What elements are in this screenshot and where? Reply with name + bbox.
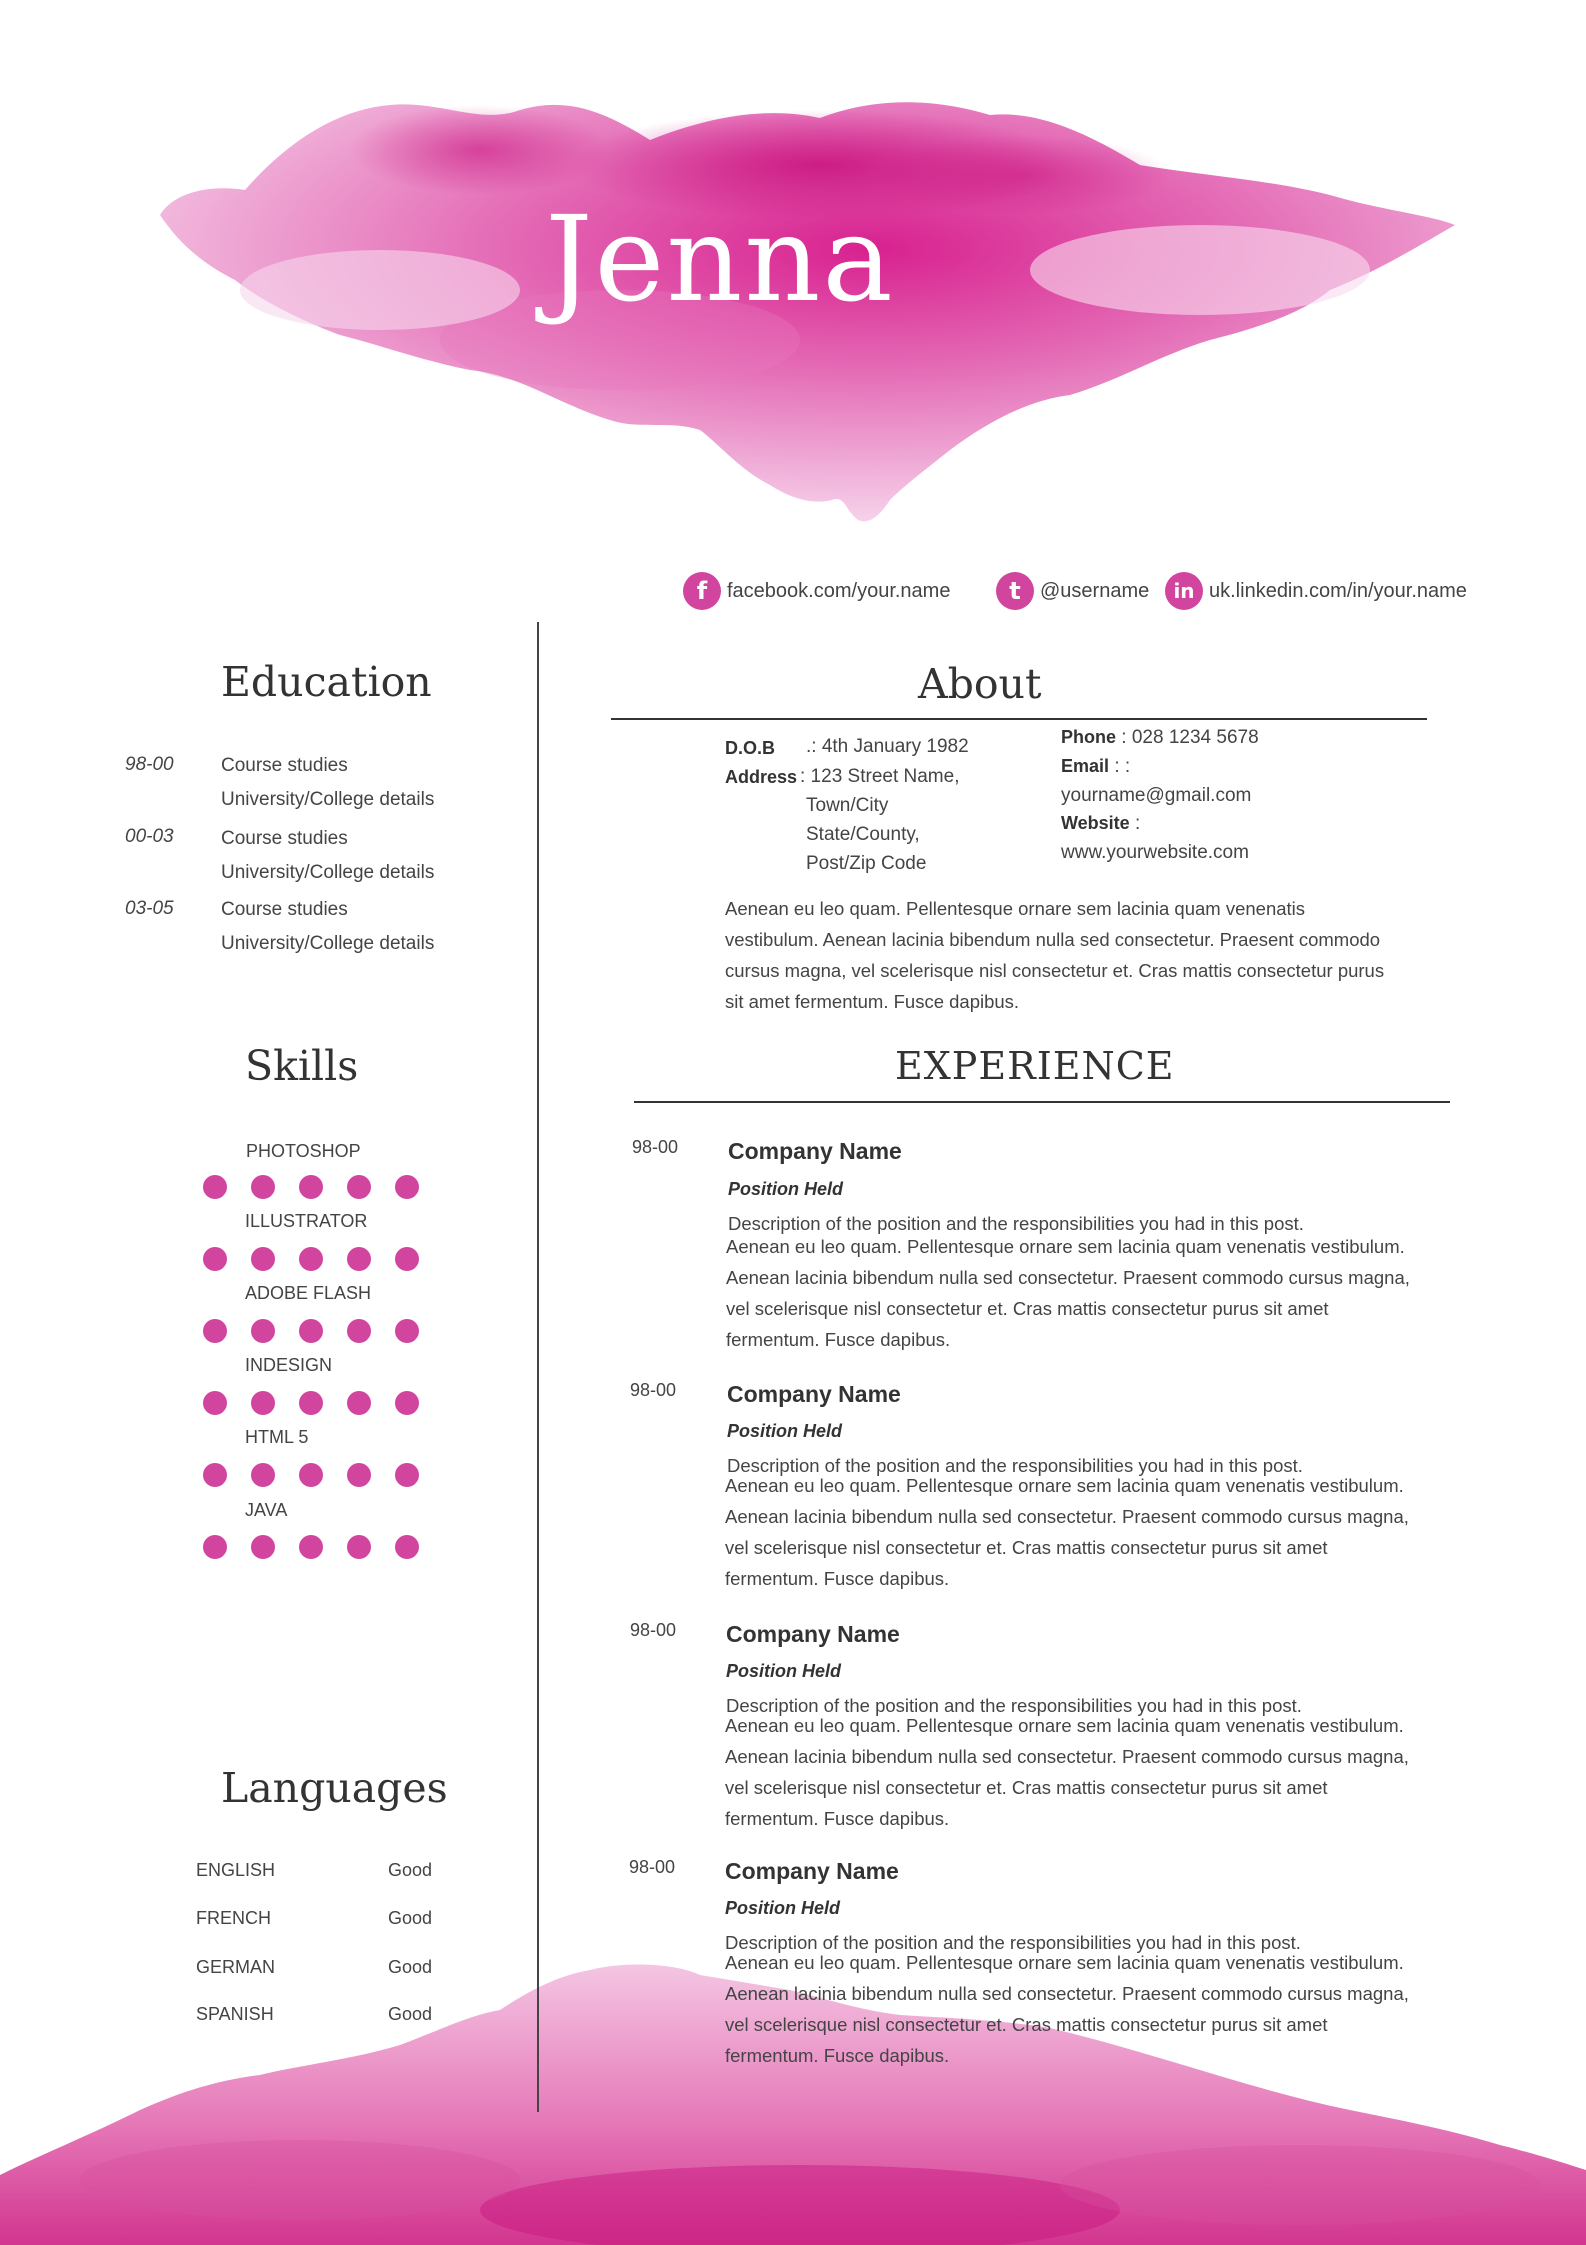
education-course: Course studies <box>221 755 348 776</box>
twitter-icon: t <box>996 572 1034 610</box>
experience-years: 98-00 <box>630 1380 677 1400</box>
experience-years: 98-00 <box>632 1137 679 1157</box>
about-line: vestibulum. Aenean lacinia bibendum nulla sed consectetur. Praesent commodo <box>725 929 1381 950</box>
language-level: Good <box>388 1860 433 1880</box>
email-value[interactable]: yourname@gmail.com <box>1061 785 1252 806</box>
rating-dot <box>299 1535 323 1559</box>
address-line: State/County, <box>806 824 920 845</box>
skill-rating <box>203 1175 419 1199</box>
skill-label: HTML 5 <box>245 1427 309 1447</box>
rating-dot <box>299 1391 323 1415</box>
rating-dot <box>347 1247 371 1271</box>
rating-dot <box>203 1319 227 1343</box>
rating-dot <box>203 1463 227 1487</box>
experience-line: vel scelerisque nisl consectetur et. Cras mattis consectetur purus sit amet <box>725 1777 1328 1798</box>
education-details: University/College details <box>221 862 435 883</box>
education-years: 98-00 <box>125 754 174 775</box>
skill-label: ILLUSTRATOR <box>245 1211 368 1231</box>
rating-dot <box>347 1535 371 1559</box>
social-facebook[interactable] <box>683 572 950 610</box>
experience-body <box>725 1470 1485 1594</box>
language-name: FRENCH <box>196 1908 271 1928</box>
phone-label: Phone <box>1061 727 1117 747</box>
rating-dot <box>203 1247 227 1271</box>
email-separator: : : <box>1114 756 1131 777</box>
phone-row <box>1061 727 1259 749</box>
company-name: Company Name <box>725 1858 899 1884</box>
experience-rule <box>634 1101 1450 1103</box>
rating-dot <box>395 1391 419 1415</box>
linkedin-link[interactable]: uk.linkedin.com/in/your.name <box>1209 579 1467 602</box>
rating-dot <box>251 1463 275 1487</box>
education-course: Course studies <box>221 828 348 849</box>
rating-dot <box>251 1175 275 1199</box>
experience-line: Aenean eu leo quam. Pellentesque ornare sem lacinia quam venenatis vestibulum. <box>726 1236 1405 1257</box>
email-label: Email <box>1061 756 1110 776</box>
rating-dot <box>299 1247 323 1271</box>
company-name: Company Name <box>727 1381 901 1407</box>
about-line: cursus magna, vel scelerisque nisl consectetur et. Cras mattis consectetur purus <box>725 960 1385 981</box>
dob-value: .: 4th January 1982 <box>806 736 969 757</box>
skill-rating <box>203 1319 419 1343</box>
experience-years: 98-00 <box>630 1620 677 1640</box>
experience-line: Aenean eu leo quam. Pellentesque ornare sem lacinia quam venenatis vestibulum. <box>725 1715 1404 1736</box>
language-name: ENGLISH <box>196 1860 276 1880</box>
company-name: Company Name <box>728 1138 902 1164</box>
position-held: Position Held <box>725 1898 841 1918</box>
experience-line: Aenean lacinia bibendum nulla sed consectetur. Praesent commodo cursus magna, <box>725 1746 1409 1767</box>
rating-dot <box>251 1391 275 1415</box>
experience-body <box>725 1710 1485 1834</box>
skill-rating <box>203 1391 419 1415</box>
rating-dot <box>203 1535 227 1559</box>
skill-rating <box>203 1463 419 1487</box>
experience-line: vel scelerisque nisl consectetur et. Cras mattis consectetur purus sit amet <box>725 1537 1328 1558</box>
language-level: Good <box>388 1908 433 1928</box>
website-separator: : <box>1134 813 1141 834</box>
skill-rating <box>203 1535 419 1559</box>
skill-label: ADOBE FLASH <box>245 1283 372 1303</box>
address-line: Town/City <box>806 795 889 816</box>
experience-line: fermentum. Fusce dapibus. <box>725 2045 950 2066</box>
rating-dot <box>395 1247 419 1271</box>
experience-line: Aenean lacinia bibendum nulla sed consectetur. Praesent commodo cursus magna, <box>726 1267 1410 1288</box>
language-level: Good <box>388 2004 433 2024</box>
experience-line: Aenean lacinia bibendum nulla sed consectetur. Praesent commodo cursus magna, <box>725 1506 1409 1527</box>
company-name: Company Name <box>726 1621 900 1647</box>
rating-dot <box>347 1463 371 1487</box>
twitter-link[interactable]: @username <box>1040 579 1150 602</box>
position-held: Position Held <box>727 1421 843 1441</box>
social-linkedin[interactable] <box>1165 572 1467 610</box>
skill-label: INDESIGN <box>245 1355 333 1375</box>
skills-heading: Skills <box>245 1042 359 1090</box>
language-name: GERMAN <box>196 1957 276 1977</box>
languages-heading: Languages <box>221 1764 448 1812</box>
position-description: Description of the position and the responsibilities you had in this post. <box>726 1695 1302 1716</box>
experience-line: Aenean eu leo quam. Pellentesque ornare sem lacinia quam venenatis vestibulum. <box>725 1952 1404 1973</box>
position-held: Position Held <box>726 1661 842 1681</box>
social-twitter[interactable] <box>996 572 1149 610</box>
rating-dot <box>299 1175 323 1199</box>
language-name: SPANISH <box>196 2004 274 2024</box>
position-description: Description of the position and the responsibilities you had in this post. <box>727 1455 1303 1476</box>
website-row <box>1061 813 1140 835</box>
linkedin-icon: in <box>1165 572 1203 610</box>
skill-label: PHOTOSHOP <box>246 1141 361 1161</box>
education-course: Course studies <box>221 899 348 920</box>
skill-rating <box>203 1247 419 1271</box>
website-value[interactable]: www.yourwebsite.com <box>1061 842 1249 863</box>
rating-dot <box>395 1319 419 1343</box>
about-rule <box>611 718 1427 720</box>
rating-dot <box>347 1175 371 1199</box>
experience-line: fermentum. Fusce dapibus. <box>725 1568 950 1589</box>
rating-dot <box>395 1535 419 1559</box>
experience-line: Aenean eu leo quam. Pellentesque ornare sem lacinia quam venenatis vestibulum. <box>725 1475 1404 1496</box>
rating-dot <box>251 1535 275 1559</box>
about-line: Aenean eu leo quam. Pellentesque ornare sem lacinia quam venenatis <box>725 898 1306 919</box>
experience-line: vel scelerisque nisl consectetur et. Cras mattis consectetur purus sit amet <box>725 2014 1328 2035</box>
experience-line: vel scelerisque nisl consectetur et. Cras mattis consectetur purus sit amet <box>726 1298 1329 1319</box>
address-label: Address <box>725 767 798 787</box>
rating-dot <box>251 1319 275 1343</box>
experience-line: Aenean lacinia bibendum nulla sed consectetur. Praesent commodo cursus magna, <box>725 1983 1409 2004</box>
language-level: Good <box>388 1957 433 1977</box>
rating-dot <box>251 1247 275 1271</box>
experience-years: 98-00 <box>629 1857 676 1877</box>
address-line: Post/Zip Code <box>806 853 927 874</box>
phone-value: : 028 1234 5678 <box>1121 727 1259 748</box>
resume-name: Jenna <box>545 190 895 328</box>
about-heading: About <box>918 660 1042 708</box>
rating-dot <box>299 1463 323 1487</box>
column-divider <box>537 622 539 2112</box>
position-description: Description of the position and the responsibilities you had in this post. <box>725 1932 1301 1953</box>
education-years: 00-03 <box>125 826 174 847</box>
experience-line: fermentum. Fusce dapibus. <box>725 1808 950 1829</box>
skill-label: JAVA <box>245 1500 288 1520</box>
facebook-link[interactable]: facebook.com/your.name <box>727 579 951 602</box>
rating-dot <box>347 1391 371 1415</box>
about-paragraph <box>725 893 1445 1017</box>
rating-dot <box>347 1319 371 1343</box>
experience-body <box>726 1231 1486 1355</box>
position-description: Description of the position and the responsibilities you had in this post. <box>728 1213 1304 1234</box>
experience-heading: EXPERIENCE <box>895 1044 1175 1088</box>
dob-label: D.O.B <box>725 738 776 758</box>
experience-body <box>725 1947 1485 2071</box>
rating-dot <box>395 1463 419 1487</box>
experience-line: fermentum. Fusce dapibus. <box>726 1329 951 1350</box>
rating-dot <box>203 1391 227 1415</box>
about-line: sit amet fermentum. Fusce dapibus. <box>725 991 1020 1012</box>
rating-dot <box>395 1175 419 1199</box>
education-details: University/College details <box>221 789 435 810</box>
education-details: University/College details <box>221 933 435 954</box>
email-row <box>1061 756 1130 778</box>
rating-dot <box>299 1319 323 1343</box>
position-held: Position Held <box>728 1179 844 1199</box>
address-line: : 123 Street Name, <box>800 766 960 787</box>
rating-dot <box>203 1175 227 1199</box>
education-heading: Education <box>221 658 432 706</box>
facebook-icon: f <box>683 572 721 610</box>
website-label: Website <box>1061 813 1130 833</box>
education-years: 03-05 <box>125 898 174 919</box>
